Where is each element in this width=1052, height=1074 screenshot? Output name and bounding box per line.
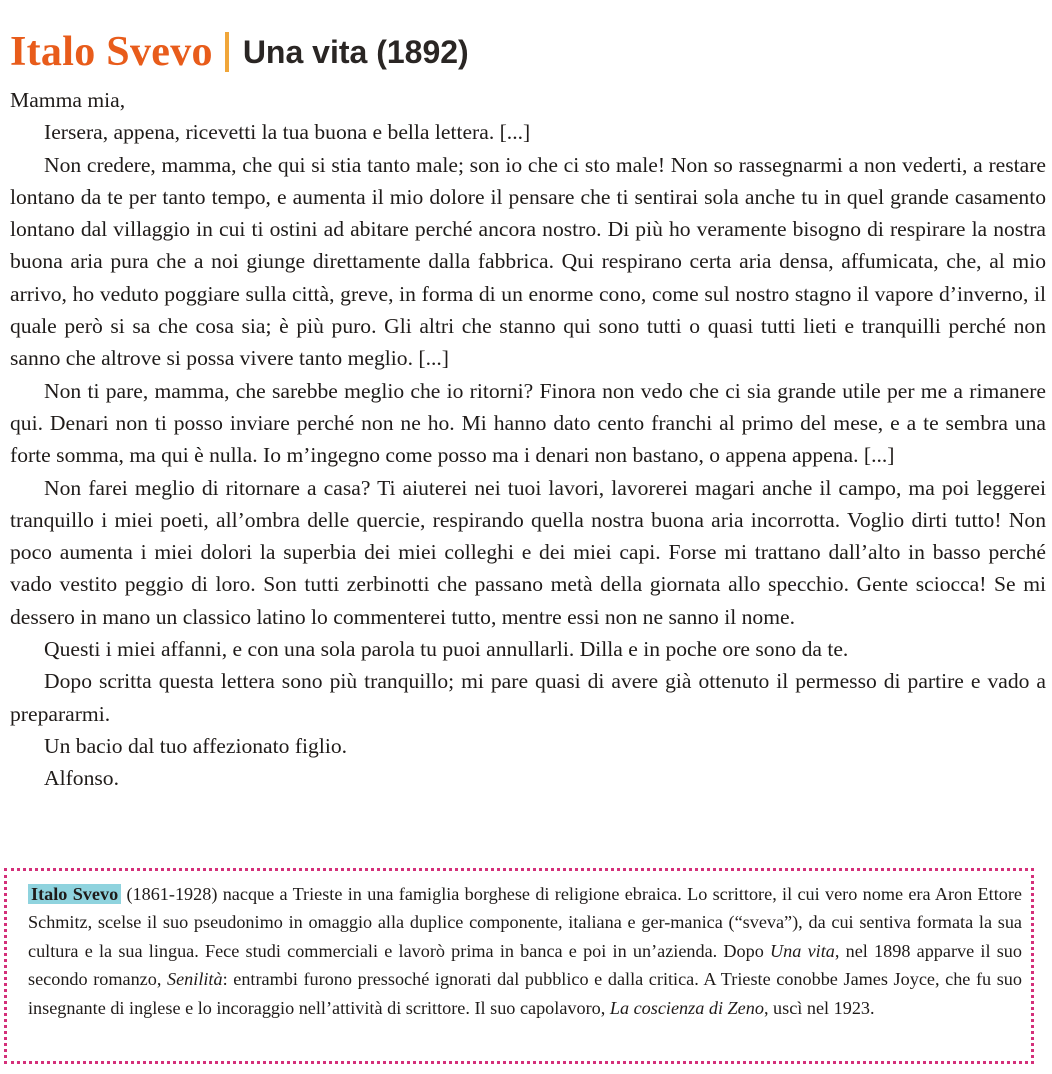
author-bio bbox=[28, 880, 1022, 1022]
bio-text: , nel 1898 apparve il suo secondo romanzo, bbox=[28, 940, 1022, 990]
letter-text bbox=[10, 84, 1046, 795]
bio-author-name: Italo Svevo bbox=[28, 884, 121, 904]
letter-paragraph: Dopo scritta questa lettera sono più tranquillo; mi pare quasi di avere già ottenuto il permesso di partire e vado a prepararmi. bbox=[10, 669, 1046, 726]
letter-paragraph: Non credere, mamma, che qui si stia tanto male; son io che ci sto male! Non so rassegnarmi a non vederti, a restare lontano da te per tanto tempo, e aumenta il mio dolore il pensare che ti sentirai sola anche tu in quel grande casamento lontano dal villaggio in cui ti ostini ad abitare perché ancora nostro. Di più ho veramente bisogno di respirare la nostra buona aria pura che a noi giunge direttamente dalla fabbrica. Qui respirano certa aria densa, affumicata, che, al mio arrivo, ho veduto poggiare sulla città, greve, in forma di un enorme cono, come sul nostro stagno il vapore d’inverno, il quale però si sa che cosa sia; è più puro. Gli altri che stanno qui sono tutti o quasi tutti lieti e tranquilli perché non sanno che altrove si possa vivere tanto meglio. [...] bbox=[10, 152, 1046, 371]
bio-text: (1861-1928) nacque a Trieste in una famiglia borghese di religione ebraica. Lo scrittore, il cui vero nome era Aron Ettore Schmitz, scelse il suo pseudonimo in omaggio alla duplice componente, italiana e ger-manica (“sveva”), da cui sentiva formata la sua cultura e la sua lingua. Fece studi commerciali e lavorò prima in banca e poi in un’azienda. Dopo bbox=[28, 884, 1022, 961]
letter-paragraph: Non ti pare, mamma, che sarebbe meglio che io ritorni? Finora non vedo che ci sia grande utile per me a rimanere qui. Denari non ti posso inviare perché non ne ho. Mi hanno dato cento franchi al primo del mese, e a te sembra una forte somma, ma qui è nulla. Io m’ingegno come posso ma i denari non bastano, o appena appena. [...] bbox=[10, 378, 1046, 468]
work-title: Una vita (1892) bbox=[242, 33, 469, 70]
header bbox=[10, 24, 469, 80]
bio-text: : entrambi furono pressoché ignorati dal pubblico e dalla critica. A Trieste conobbe James Joyce, che fu suo insegnante di inglese e lo incoraggio nell’attività di scrittore. Il suo capolavoro, bbox=[28, 969, 1022, 1018]
letter-signature: Alfonso. bbox=[44, 766, 119, 791]
title-separator bbox=[225, 32, 229, 72]
bio-work-title: Senilità bbox=[167, 969, 223, 990]
author-title: Italo Svevo bbox=[10, 29, 213, 75]
letter-paragraph: Non farei meglio di ritornare a casa? Ti aiuterei nei tuoi lavori, lavorerei magari anche il campo, ma poi leggerei tranquillo i miei poeti, all’ombra delle quercie, respirando quella nostra buona aria incorrotta. Voglio dirti tutto! Non poco aumenta i miei dolori la superbia dei miei colleghi e dei miei capi. Forse mi trattano dall’alto in basso perché vado vestito peggio di loro. Son tutti zerbinotti che passano metà della giornata allo specchio. Gente sciocca! Se mi dessero in mano un classico latino lo commenterei tutto, mentre essi non ne sanno il nome. bbox=[10, 475, 1046, 629]
letter-paragraph: Iersera, appena, ricevetti la tua buona e bella lettera. [...] bbox=[44, 120, 531, 145]
bio-work-title: Una vita bbox=[770, 940, 835, 961]
bio-text: , uscì nel 1923. bbox=[763, 997, 875, 1018]
bio-work-title: La coscienza di Zeno bbox=[609, 997, 764, 1018]
letter-greeting: Mamma mia, bbox=[10, 88, 126, 112]
letter-paragraph: Questi i miei affanni, e con una sola parola tu puoi annullarli. Dilla e in poche ore sono da te. bbox=[44, 637, 849, 662]
letter-closing: Un bacio dal tuo affezionato figlio. bbox=[44, 733, 348, 758]
